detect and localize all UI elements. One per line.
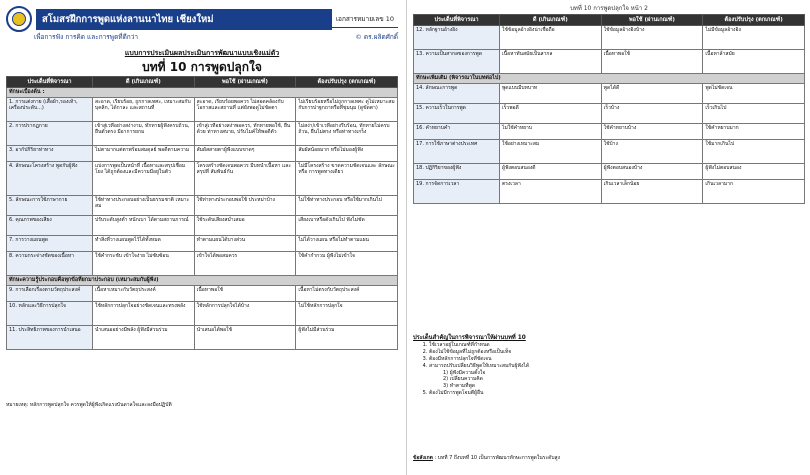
rating-cell: ไม่มีข้อมูลอ้างอิง	[703, 26, 805, 50]
rating-cell: แบ่งการพูดเป็นหน้าที่ เนื้อหาและสรุปเชื่อมโยง ได้ถูกต้องและมีความมีอยู่ในตัว	[93, 162, 195, 196]
criteria-item-text: สามารถปรับเปลี่ยนวิธีพูดให้เหมาะสมกับผู้ฟังได้	[429, 363, 530, 370]
criterion-cell: 16. คำหยาบคำ	[414, 124, 500, 140]
table-row	[7, 98, 398, 122]
criteria-item: 5. ต้องไม่มีการพูดโจมตีผู้อื่น	[429, 390, 801, 397]
rating-cell: ใช้หลักการปลุกใจอย่างชัดเจนและทรงพลัง	[93, 302, 195, 326]
rating-cell: เข้าสู่เวทีอย่างสง่างาม, ทักทายผู้ฟังครบถ้วน, ยืนตัวตรง มีอาการยกม	[93, 122, 195, 146]
rating-cell: ไม่ใช้คำหยาบ	[500, 124, 602, 140]
criterion-cell: 9. การเลือกเรื่องตามวัตถุประสงค์	[7, 286, 93, 302]
table-row	[7, 146, 398, 162]
rating-cell: ใช้มากเกินไป	[703, 140, 805, 164]
criterion-cell: 17. การใช้ภาษาต่างประเทศ	[414, 140, 500, 164]
page-header	[6, 6, 398, 32]
rating-cell: เร็วเกินไป	[703, 104, 805, 124]
table-row	[7, 216, 398, 236]
rating-cell: ไม่เรียบร้อยหรือไม่ถูกกาลเทศะ ดูไม่เหมาะสมกับการปาฐกถาหรือที่ชุมนุม (ดูขัดตา)	[296, 98, 398, 122]
criterion-cell: 15. ความเร็วในการพูด	[414, 104, 500, 124]
copyright: © ดร.ผลิตศักดิ์	[355, 33, 398, 41]
criterion-cell: 2. การปรากฏกาย	[7, 122, 93, 146]
column-header: ต้องปรับปรุง (ตกเกณฑ์)	[703, 15, 805, 26]
rating-cell: เข้าสู่เวทีอย่างสง่าพอควร, ทักทายพอใช้, ยืนด้วย ท่าทางสบาย, ปรับไมค์ให้พอดีตัว	[194, 122, 296, 146]
criterion-cell: 18. ปฏิกิริยาของผู้ฟัง	[414, 164, 500, 180]
table-row	[414, 50, 805, 74]
slogan: เพื่อการฟัง การคิด และการพูดที่ดีกว่า	[34, 33, 139, 41]
rating-cell: เนื้อหาล้าสมัย	[703, 50, 805, 74]
footnote: หมายเหตุ: หลักการพูดปลุกใจ ควรพูดให้ผู้ฟังเกิดแรงบันดาลใจและลงมือปฏิบัติ	[6, 402, 172, 408]
rating-cell: พูดได้ดี	[601, 84, 703, 104]
table-row	[414, 104, 805, 124]
rating-cell: ใช้คำกำกวม ผู้ฟังไม่เข้าใจ	[296, 252, 398, 276]
rating-cell: เร็วบ้าง	[601, 104, 703, 124]
rating-cell: สัมผัสน้อยมาก หรือไม่มองผู้ฟัง	[296, 146, 398, 162]
rating-cell: ใช้หลักการปลุกใจได้บ้าง	[194, 302, 296, 326]
rating-cell: สัมผัสสายตาผู้ฟังแบบขาดๆ	[194, 146, 296, 162]
table-row	[414, 84, 805, 104]
rating-cell: โครงสร้างชัดเจนพอควร มีบทนำเนื้อหา และสรุปที่ สัมพันธ์กัน	[194, 162, 296, 196]
rating-cell: ทำสิ่งที่วางแผนพูดไว้ได้ทั้งหมด	[93, 236, 195, 252]
criterion-cell: 4. ลักษณะโครงสร้าง พูดกับผู้ฟัง	[7, 162, 93, 196]
criterion-cell: 19. การจัดการเวลา	[414, 180, 500, 204]
criteria-sub-item: 3) ทำตามที่พูด	[443, 382, 476, 389]
criterion-cell: 5. ลักษณะการใช้ภาษากาย	[7, 196, 93, 216]
criteria-item: 3. ต้องมีหลักการปลุกใจที่ชัดเจน	[429, 356, 801, 363]
table-row	[414, 164, 805, 180]
criterion-cell: 10. หลักและวิธีการปลุกใจ	[7, 302, 93, 326]
doc-id: เอกสารหมายเลข 10	[332, 11, 398, 28]
criterion-cell: 12. หลักฐานอ้างอิง	[414, 26, 500, 50]
rating-cell: ใช้ท่าทางประกอบอย่างเป็นธรรมชาติ เหมาะสม	[93, 196, 195, 216]
rating-cell: ใช้ท่าทางประกอบพอใช้ ประหม่าบ้าง	[194, 196, 296, 216]
left-page	[0, 0, 404, 475]
rating-cell: ใช้คำหยาบมาก	[703, 124, 805, 140]
criterion-cell: 8. ความกระจ่างชัดของเนื้อหา	[7, 252, 93, 276]
rating-cell: ไม่ได้วางแผน หรือไม่ทำตามแผน	[296, 236, 398, 252]
rating-cell: เนื้อหาไม่ตรงกับวัตถุประสงค์	[296, 286, 398, 302]
table-row	[414, 140, 805, 164]
table-row	[414, 124, 805, 140]
criterion-cell: 7. การวางแผนพูด	[7, 236, 93, 252]
criterion-cell: 3. อากัปกิริยาท่าทาง	[7, 146, 93, 162]
table-row	[414, 26, 805, 50]
doc-heading: บทที่ 10 การพูดปลุกใจ	[142, 60, 262, 74]
rating-cell: สะอาด, เรียบร้อยพอควร ไม่สอดคล้องกับโอกาสและสถานที่ แต่ยังพอดูไม่ขัดตา	[194, 98, 296, 122]
table-row	[7, 122, 398, 146]
summary-note	[413, 455, 805, 462]
rating-cell: เนื้อหาพอใช้	[194, 286, 296, 302]
logo-emblem-icon	[12, 12, 26, 26]
page-2-header: บทที่ 10 การพูดปลุกใจ หน้า 2	[570, 5, 648, 12]
column-header: ประเด็นที่พิจารณา	[7, 77, 93, 88]
rating-cell: เนื้อหาทันสมัยเป็นสากล	[500, 50, 602, 74]
doc-title: แบบการประเมินผลประเมินการพัฒนาแบบเชิงแม่ตัว	[124, 49, 280, 57]
section-title: ทักษะเบื้องต้น :	[7, 88, 398, 98]
rating-cell: ผู้ฟังไม่มีส่วนร่วม	[296, 326, 398, 350]
criterion-cell: 14. ลักษณะการพูด	[414, 84, 500, 104]
summary-text: : บทที่ 7 ถึงบทที่ 10 เป็นการพัฒนาทักษะการพูดในระดับสูง	[434, 455, 561, 461]
table-row	[7, 252, 398, 276]
rating-cell: ไม่สง่า/เข้าเวทีอย่างรีบร้อน, ทักทายไม่ครบถ้วน, ยืนไม่ตรง หรือท่าทางเกร็ง	[296, 122, 398, 146]
rating-cell: ใช้คำกระชับ เข้าใจง่าย ไม่ซับซ้อน	[93, 252, 195, 276]
rating-cell: ใช้คำหยาบบ้าง	[601, 124, 703, 140]
rating-cell: พูดแบบมีบทบาท	[500, 84, 602, 104]
rating-cell: เสียงเบาหรือดังเกินไป ฟังไม่ชัด	[296, 216, 398, 236]
table-row	[7, 236, 398, 252]
rating-cell: ปรับระดับสูงต่ำ หนักเบา ได้ตามสถานการณ์	[93, 216, 195, 236]
criteria-sub-item: 1) ผู้ฟังมีความตั้งใจ	[443, 369, 486, 376]
rating-cell: เนื้อหาพอใช้	[601, 50, 703, 74]
section-row	[7, 88, 398, 98]
rating-cell: พูดไม่ชัดเจน	[703, 84, 805, 104]
org-name: สโมสรฝึกการพูดแห่งลานนาไทย เชียงใหม่	[36, 9, 332, 30]
column-header: พอใช้ (ผ่านเกณฑ์)	[194, 77, 296, 88]
evaluation-table-continued	[413, 14, 805, 204]
column-header: ดี (เกินเกณฑ์)	[500, 15, 602, 26]
section-title: ทักษะเพิ่มเติม (พิจารณาในบทต่อไป)	[414, 74, 805, 84]
table-header-row	[7, 77, 398, 88]
rating-cell: ใช้ระดับเสียงสม่ำเสมอ	[194, 216, 296, 236]
rating-cell: นำเสนอได้พอใช้	[194, 326, 296, 350]
rating-cell: ไม่ใช้ท่าทางประกอบ หรือใช้มากเกินไป	[296, 196, 398, 216]
table-header-row	[414, 15, 805, 26]
criteria-list	[417, 342, 801, 397]
rating-cell: นำเสนออย่างมีพลัง ผู้ฟังมีส่วนร่วม	[93, 326, 195, 350]
table-row	[7, 162, 398, 196]
rating-cell: ไม่ใช้หลักการปลุกใจ	[296, 302, 398, 326]
column-header: พอใช้ (ผ่านเกณฑ์)	[601, 15, 703, 26]
column-header: ดี (เกินเกณฑ์)	[93, 77, 195, 88]
subheader	[34, 32, 398, 44]
column-header: ต้องปรับปรุง (ตกเกณฑ์)	[296, 77, 398, 88]
rating-cell: ตรงเวลา	[500, 180, 602, 204]
criteria-item	[429, 363, 801, 389]
section-row	[414, 74, 805, 84]
rating-cell: ใช้ข้อมูลอ้างอิงน่าเชื่อถือ	[500, 26, 602, 50]
rating-cell: ทำตามแผนได้บางส่วน	[194, 236, 296, 252]
criteria-sub-list	[429, 370, 801, 390]
table-row	[7, 302, 398, 326]
criterion-cell: 11. ประสิทธิภาพของการนำเสนอ	[7, 326, 93, 350]
criteria-title: ประเด็นสำคัญในการพิจารณาให้ผ่านบทที่ 10	[413, 335, 526, 341]
rating-cell: เนื้อหาเหมาะกับวัตถุประสงค์	[93, 286, 195, 302]
evaluation-table	[6, 76, 398, 350]
table-row	[7, 196, 398, 216]
criterion-cell: 1. การแต่งกาย (เสื้อผ้า,รองเท้า, เครื่องประดับ...)	[7, 98, 93, 122]
rating-cell: ใช้อย่างเหมาะสม	[500, 140, 602, 164]
rating-cell: ใช้ข้อมูลอ้างอิงบ้าง	[601, 26, 703, 50]
table-row	[7, 326, 398, 350]
table-row	[414, 180, 805, 204]
rating-cell: ไม่มีโครงสร้าง ขาดความชัดเจนและ ลักษณะหรือ การพูดทางเดียว	[296, 162, 398, 196]
rating-cell: เกินเวลามาก	[703, 180, 805, 204]
rating-cell: ผู้ฟังตอบสนองบ้าง	[601, 164, 703, 180]
criteria-item: 1. ใช้เวลาอยู่ในเกณฑ์ที่กำหนด	[429, 342, 801, 349]
rating-cell: ผู้ฟังไม่ตอบสนอง	[703, 164, 805, 180]
criteria-item: 2. ต้องไม่ใช้ข้อมูลที่ไม่ถูกต้องหรือเป็นเท็จ	[429, 349, 801, 356]
right-page	[406, 0, 810, 475]
club-logo	[6, 6, 32, 32]
criteria-sub-item: 2) เปลี่ยนความคิด	[443, 376, 483, 383]
rating-cell: เร็วพอดี	[500, 104, 602, 124]
summary-label: ข้อสังเกต	[413, 455, 433, 461]
table-row	[7, 286, 398, 302]
rating-cell: ผู้ฟังตอบสนองดี	[500, 164, 602, 180]
rating-cell: ไม่ตามากแต่ตาพร้อมสมดุลย์ พอดีตามความ	[93, 146, 195, 162]
rating-cell: ใช้บ้าง	[601, 140, 703, 164]
criterion-cell: 13. ความเป็นสากลของการพูด	[414, 50, 500, 74]
criterion-cell: 6. คุณภาพของเสียง	[7, 216, 93, 236]
section-row	[7, 276, 398, 286]
rating-cell: สะอาด, เรียบร้อย, ถูกกาลเทศะ, เหมาะสมกับบุคลิก, ได้กาละ และสถานที่	[93, 98, 195, 122]
rating-cell: เกินเวลาเล็กน้อย	[601, 180, 703, 204]
column-header: ประเด็นที่พิจารณา	[414, 15, 500, 26]
section-title: ทักษะความรู้ประกอบคือทุกข้อที่ยกมาประกอบ (เหมาะสมกับผู้ฟัง)	[7, 276, 398, 286]
rating-cell: เข้าใจได้พอสมควร	[194, 252, 296, 276]
